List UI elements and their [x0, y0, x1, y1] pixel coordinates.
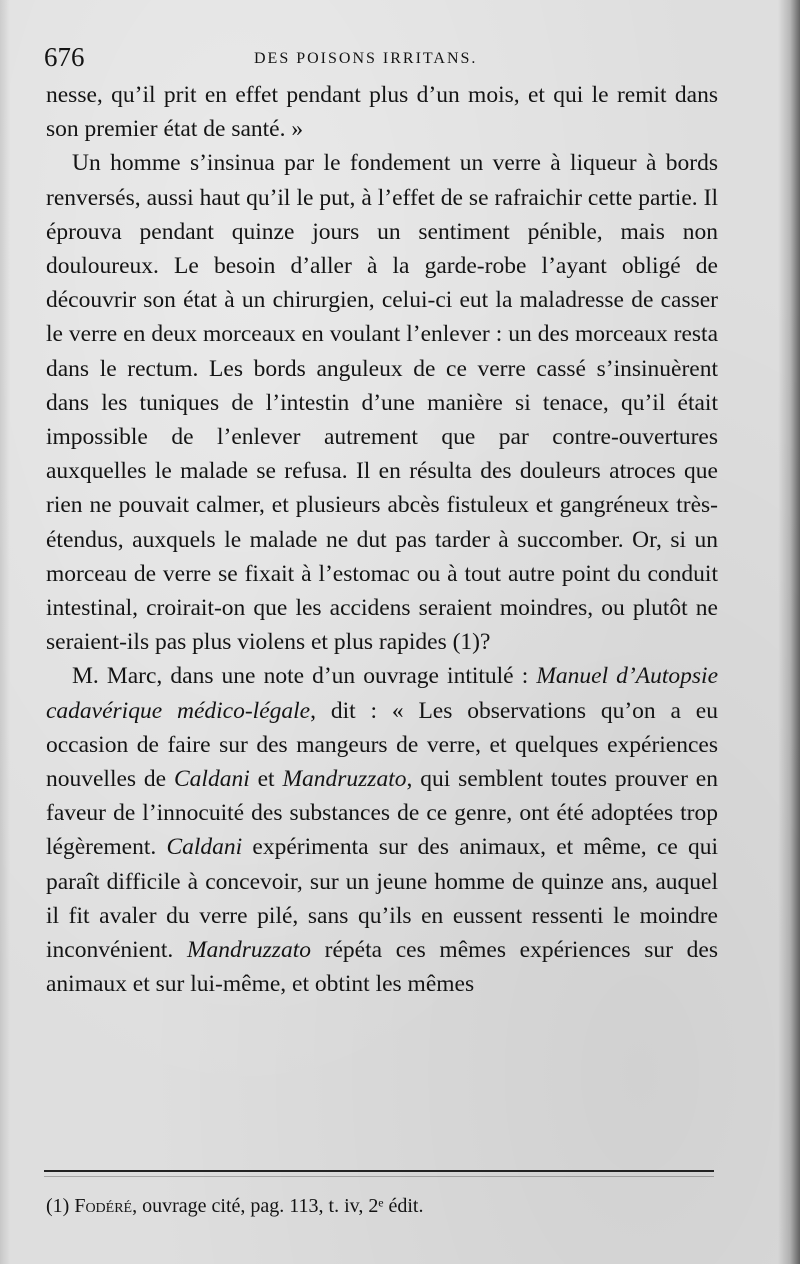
footnote-rule-faint [44, 1176, 714, 1177]
page-binding-shadow [778, 0, 800, 1264]
person-name: Mandruzzato [186, 937, 311, 964]
footnote-author: Fodéré [74, 1195, 133, 1217]
running-title: DES POISONS IRRITANS. [254, 50, 478, 67]
page-header [44, 42, 750, 82]
body-text [46, 78, 718, 1001]
page-number: 676 [44, 42, 85, 72]
text-run: , dit : « Les observations qu’on a eu occasion de faire sur des mangeurs de verre, et quelques expériences nouvelles de [46, 697, 718, 793]
text-run: répéta ces mêmes expériences sur des animaux et sur lui-même, et obtint les mêmes [46, 937, 718, 998]
page-left-edge [0, 0, 10, 1264]
text-run: expérimenta sur des animaux, et même, ce qui paraît difficile à concevoir, sur un jeune homme de quinze ans, auquel il fit avaler du verre pilé, sans qu’ils en eussent ressenti le moindre inconvénient. [46, 834, 718, 964]
footnote-rule [44, 1170, 714, 1172]
person-name: Caldani [166, 834, 243, 861]
text-run: , qui semblent toutes prouver en faveur de l’innocuité des substances de ce genre, ont été adoptées trop légèrement. [46, 766, 718, 861]
person-name: Caldani [174, 766, 250, 793]
footnote-marker: (1) [46, 1195, 75, 1217]
paragraph-continuation: nesse, qu’il prit en effet pendant plus d’un mois, et qui le remit dans son premier état de santé. » [46, 82, 718, 143]
paragraph-marc-note [46, 659, 718, 1001]
footnote-citation: , ouvrage cité, pag. 113, t. iv, 2ᵉ édit. [132, 1195, 424, 1217]
person-name: Mandruzzato [282, 766, 407, 793]
footnote [46, 1192, 706, 1220]
book-title: Manuel d’Autopsie cadavérique médico-légale [46, 663, 718, 724]
paragraph-glass-case: Un homme s’insinua par le fondement un verre à liqueur à bords renversés, aussi haut qu’il le put, à l’effet de se rafraichir cette partie. Il éprouva pendant quinze jours un sentiment pénible, mais non douloureux. Le besoin d’aller à la garde-robe l’ayant obligé de découvrir son état à un chirurgien, celui-ci eut la maladresse de casser le verre en deux morceaux en voulant l’enlever : un des morceaux resta dans le rectum. Les bords anguleux de ce verre cassé s’insinuèrent dans les tuniques de l’intestin d’une manière si tenace, qu’il était impossible de l’enlever autrement que par contre-ouvertures auxquelles le malade se refusa. Il en résulta des douleurs atroces que rien ne pouvait calmer, et plusieurs abcès fistuleux et gangréneux très-étendus, auxquels le malade ne dut pas tarder à succomber. Or, si un morceau de verre se fixait à l’estomac ou à tout autre point du conduit intestinal, croirait-on que les accidens seraient moindres, ou plutôt ne seraient-ils pas plus violens et plus rapides (1)? [46, 150, 718, 656]
text-run: M. Marc, dans une note d’un ouvrage intitulé : [72, 663, 537, 690]
text-run: et [249, 766, 283, 793]
